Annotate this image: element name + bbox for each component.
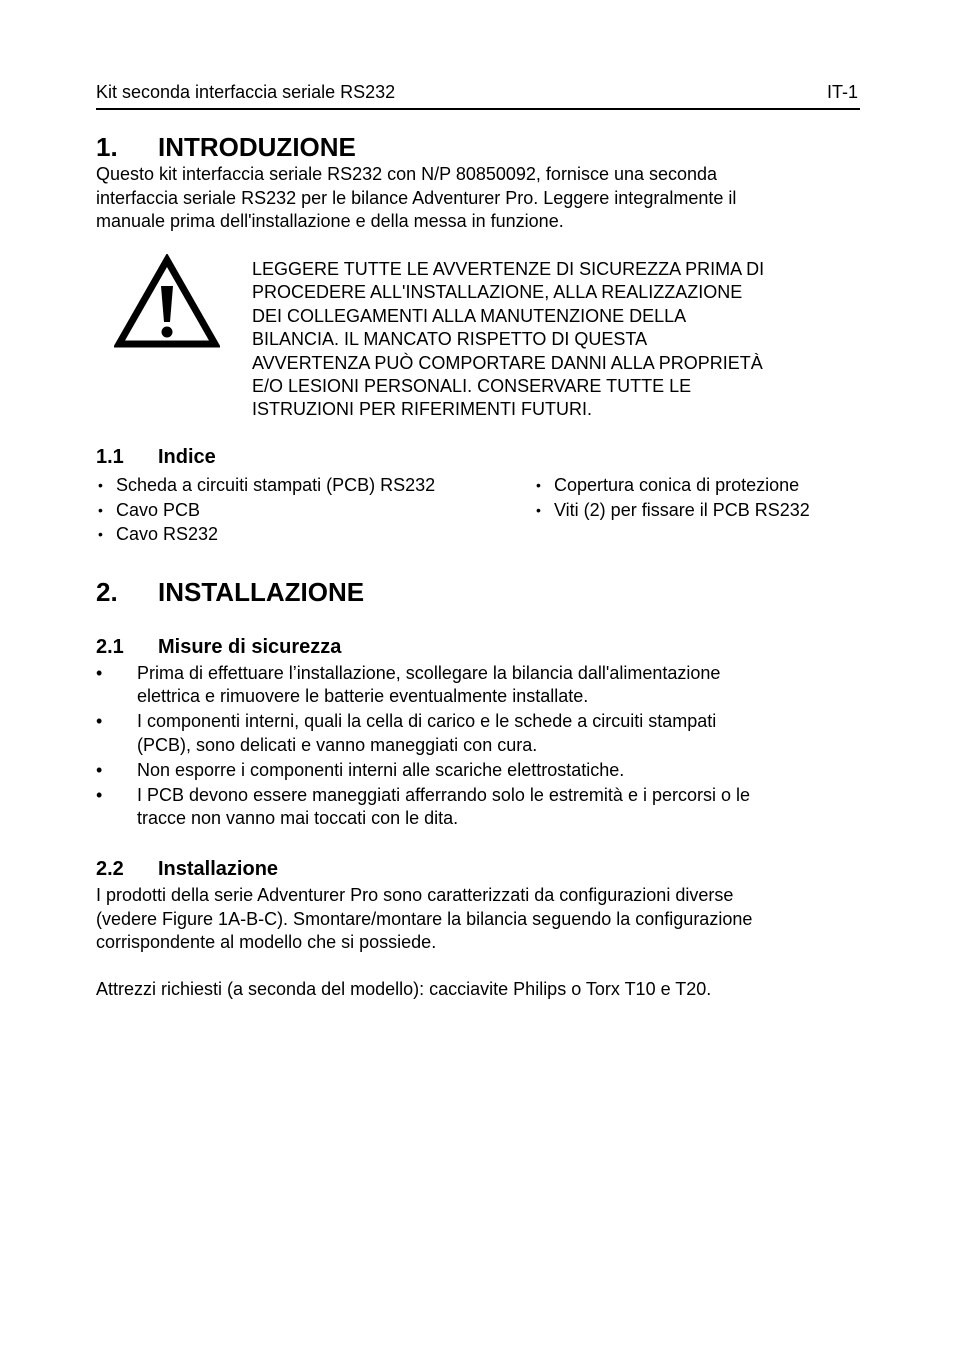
text-line: PROCEDERE ALL'INSTALLAZIONE, ALLA REALIZZAZIONE	[252, 282, 743, 303]
section-title: INSTALLAZIONE	[158, 577, 365, 607]
text-line: (PCB), sono delicati e vanno maneggiati con cura.	[137, 734, 538, 755]
text-line: DEI COLLEGAMENTI ALLA MANUTENZIONE DELLA	[252, 305, 687, 326]
section-number: 1.	[96, 132, 118, 162]
section-number: 2.	[96, 577, 118, 607]
installation-paragraph	[96, 884, 860, 955]
section-1-heading	[96, 132, 356, 163]
text-line: I prodotti della serie Adventurer Pro sono caratterizzati da configurazioni diverse	[96, 885, 734, 905]
list-item: • Cavo RS232	[96, 522, 526, 547]
section-number: 1.1	[96, 446, 124, 468]
page-number: IT-1	[826, 82, 858, 102]
section-title: Misure di sicurezza	[158, 636, 342, 658]
text-line: BILANCIA. IL MANCATO RISPETTO DI QUESTA	[252, 329, 648, 350]
safety-list	[96, 662, 836, 832]
text-line: elettrica e rimuovere le batterie eventualmente installate.	[137, 686, 589, 707]
text-line: LEGGERE TUTTE LE AVVERTENZE DI SICUREZZA PRIMA DI	[252, 259, 765, 279]
contents-list-left	[96, 473, 526, 547]
list-item	[96, 662, 836, 709]
text-line: • Non esporre i componenti interni alle scariche elettrostatiche.	[137, 759, 625, 780]
text-line: tracce non vanno mai toccati con le dita.	[137, 807, 459, 828]
list-item: • Cavo PCB	[96, 498, 526, 523]
text-line: manuale prima dell'installazione e della messa in funzione.	[96, 211, 564, 231]
list-item	[96, 784, 836, 831]
section-2-heading	[96, 577, 364, 608]
tools-required-text: Attrezzi richiesti (a seconda del modello): cacciavite Philips o Torx T10 e T20.	[96, 979, 712, 999]
warning-triangle-icon	[114, 254, 220, 350]
text-line: Questo kit interfaccia seriale RS232 con N/P 80850092, fornisce una seconda	[96, 164, 718, 184]
warning-text	[252, 258, 852, 422]
list-item: • Viti (2) per fissare il PCB RS232	[534, 498, 854, 523]
section-title: Indice	[158, 446, 216, 468]
list-item	[96, 759, 836, 782]
intro-paragraph	[96, 163, 860, 234]
text-line: corrispondente al modello che si possiede.	[96, 932, 437, 952]
text-line: • I componenti interni, quali la cella di carico e le schede a circuiti stampati	[137, 711, 717, 732]
text-line: AVVERTENZA PUÒ COMPORTARE DANNI ALLA PROPRIETÀ	[252, 352, 763, 373]
contents-list-right	[534, 473, 854, 522]
text-line: • Prima di effettuare l’installazione, scollegare la bilancia dall'alimentazione	[137, 663, 721, 683]
text-line: E/O LESIONI PERSONALI. CONSERVARE TUTTE LE	[252, 376, 692, 397]
list-item: • Scheda a circuiti stampati (PCB) RS232	[96, 473, 526, 498]
header-title: Kit seconda interfaccia seriale RS232	[96, 82, 396, 102]
page-header	[96, 82, 860, 110]
text-line: (vedere Figure 1A-B-C). Smontare/montare la bilancia seguendo la configurazione	[96, 908, 753, 929]
section-number: 2.2	[96, 858, 124, 880]
section-1-1-heading	[96, 446, 216, 469]
section-2-2-heading	[96, 858, 278, 881]
section-number: 2.1	[96, 636, 124, 658]
text-line: ISTRUZIONI PER RIFERIMENTI FUTURI.	[252, 399, 592, 420]
section-title: INTRODUZIONE	[158, 132, 356, 162]
section-title: Installazione	[158, 858, 279, 880]
text-line: • I PCB devono essere maneggiati afferrando solo le estremità e i percorsi o le	[137, 784, 750, 805]
text-line: interfaccia seriale RS232 per le bilance Adventurer Pro. Leggere integralmente il	[96, 187, 737, 208]
list-item: • Copertura conica di protezione	[534, 473, 854, 498]
list-item	[96, 710, 836, 757]
section-2-1-heading	[96, 636, 341, 659]
